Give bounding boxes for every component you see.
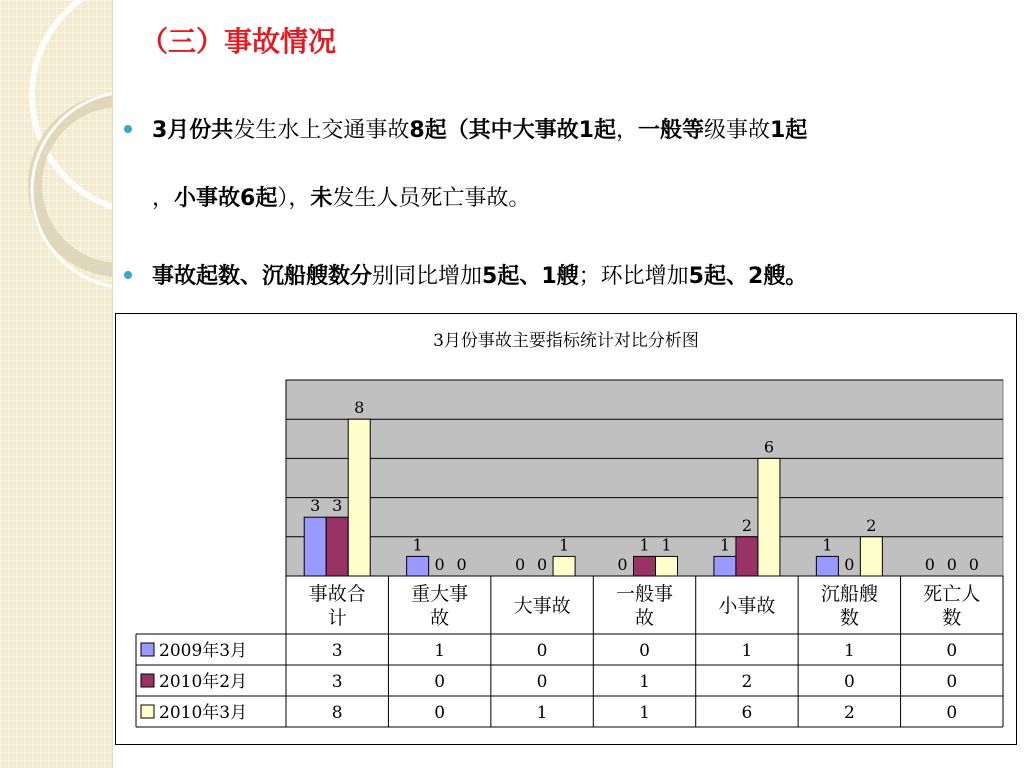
bullet-2-line-1 [152,259,807,290]
legend-label-2: 2010年3月 [159,703,248,723]
legend-key-0 [141,643,154,656]
data-label-1-1: 0 [434,555,445,574]
text-run: 8起（其中大事故1起 [409,118,616,143]
category-label: 一般事 [615,583,674,605]
bar-2-4 [758,458,780,576]
text-run: 级事故 [703,118,770,143]
text-run: 小事故6起 [174,186,278,211]
text-run: ；环比增加 [578,264,689,289]
text-run: 一般等 [637,118,704,143]
table-cell-1-2: 0 [536,672,548,692]
table-cell-2-3: 1 [639,703,650,723]
data-label-0-3: 0 [617,555,628,574]
data-label-0-5: 1 [822,535,833,555]
text-run: ， [615,118,638,143]
legend-key-2 [141,705,154,718]
data-label-2-4: 6 [763,437,775,457]
decorative-sidebar [0,0,113,768]
data-label-1-0: 3 [332,496,343,516]
bar-1-3 [634,556,656,576]
table-cell-1-1: 0 [434,672,446,692]
bullet-1-line-2 [152,181,530,212]
data-label-1-2: 0 [536,555,548,574]
table-cell-2-1: 0 [434,703,446,723]
table-cell-2-5: 2 [843,703,855,723]
bullet-1-line-1 [152,113,807,144]
table-cell-0-6: 0 [946,641,958,661]
data-label-0-1: 1 [412,535,423,555]
chart-title: 3月份事故主要指标统计对比分析图 [433,331,699,351]
table-cell-0-2: 0 [536,641,548,661]
text-run: ）， [277,186,311,211]
table-cell-0-3: 0 [639,641,650,661]
data-label-1-6: 0 [946,555,957,574]
data-label-0-2: 0 [514,555,526,574]
text-run: 5起、2艘。 [688,264,808,289]
table-cell-0-4: 1 [741,641,753,661]
table-cell-2-4: 6 [741,703,753,723]
bar-0-4 [714,556,736,576]
legend-key-1 [141,674,154,687]
legend-label-0: 2009年3月 [159,641,248,661]
data-label-0-0: 3 [310,496,321,516]
table-cell-1-5: 0 [843,672,855,692]
table-cell-1-6: 0 [946,672,958,692]
bar-1-0 [326,517,348,576]
category-label: 事故合 [308,583,366,605]
data-label-2-6: 0 [968,555,979,574]
bar-1-4 [736,537,758,576]
category-label: 沉船艘 [820,583,878,605]
category-label: 数 [942,607,962,629]
bar-0-5 [816,556,838,576]
data-label-1-5: 0 [844,555,855,574]
data-label-0-6: 0 [924,555,935,574]
table-cell-0-1: 1 [434,641,446,661]
text-run: 5起、1艘 [482,264,579,289]
category-label: 数 [839,607,859,629]
table-cell-1-0: 3 [331,672,343,692]
data-label-1-3: 1 [639,535,650,555]
data-label-2-1: 0 [456,555,467,574]
text-run: 未 [310,186,333,211]
category-label: 故 [430,607,450,629]
text-run: 发生水上交通事故 [233,118,410,143]
table-cell-2-2: 1 [536,703,548,723]
data-label-0-4: 1 [719,535,731,555]
accident-bar-chart [116,314,1016,744]
bar-0-0 [304,517,326,576]
data-label-2-3: 1 [661,535,672,555]
category-label: 计 [327,607,347,629]
text-run: ， [152,186,175,211]
table-cell-1-3: 1 [639,672,650,692]
bar-0-1 [407,556,429,576]
text-run: 发生人员死亡事故。 [332,186,531,211]
text-run: 别同比增加 [372,264,483,289]
data-label-2-0: 8 [354,398,365,418]
table-cell-1-4: 2 [741,672,753,692]
text-run: 事故起数、沉船艘数分 [152,264,373,289]
category-label: 小事故 [718,595,776,617]
table-cell-2-0: 8 [331,703,343,723]
legend-label-1: 2010年2月 [159,672,248,692]
slide-title: （三）事故情况 [140,25,337,58]
category-label: 大事故 [513,595,571,617]
decorative-circles [0,0,112,768]
text-run: 1起 [770,118,808,143]
bar-2-3 [656,556,678,576]
bullet-dot-1 [124,125,132,133]
table-cell-0-5: 1 [843,641,855,661]
category-label: 死亡人 [923,583,981,605]
data-label-1-4: 2 [741,515,753,535]
bar-2-5 [860,537,882,576]
table-cell-2-6: 0 [946,703,958,723]
data-label-2-2: 1 [558,535,570,555]
bullet-dot-2 [124,271,132,279]
bar-2-2 [553,556,575,576]
table-cell-0-0: 3 [331,641,343,661]
data-label-2-5: 2 [866,515,877,535]
category-label: 重大事 [411,583,469,605]
category-label: 故 [634,607,655,629]
chart-frame [115,313,1017,745]
text-run: 3月份共 [152,118,234,143]
bar-2-0 [348,419,370,576]
